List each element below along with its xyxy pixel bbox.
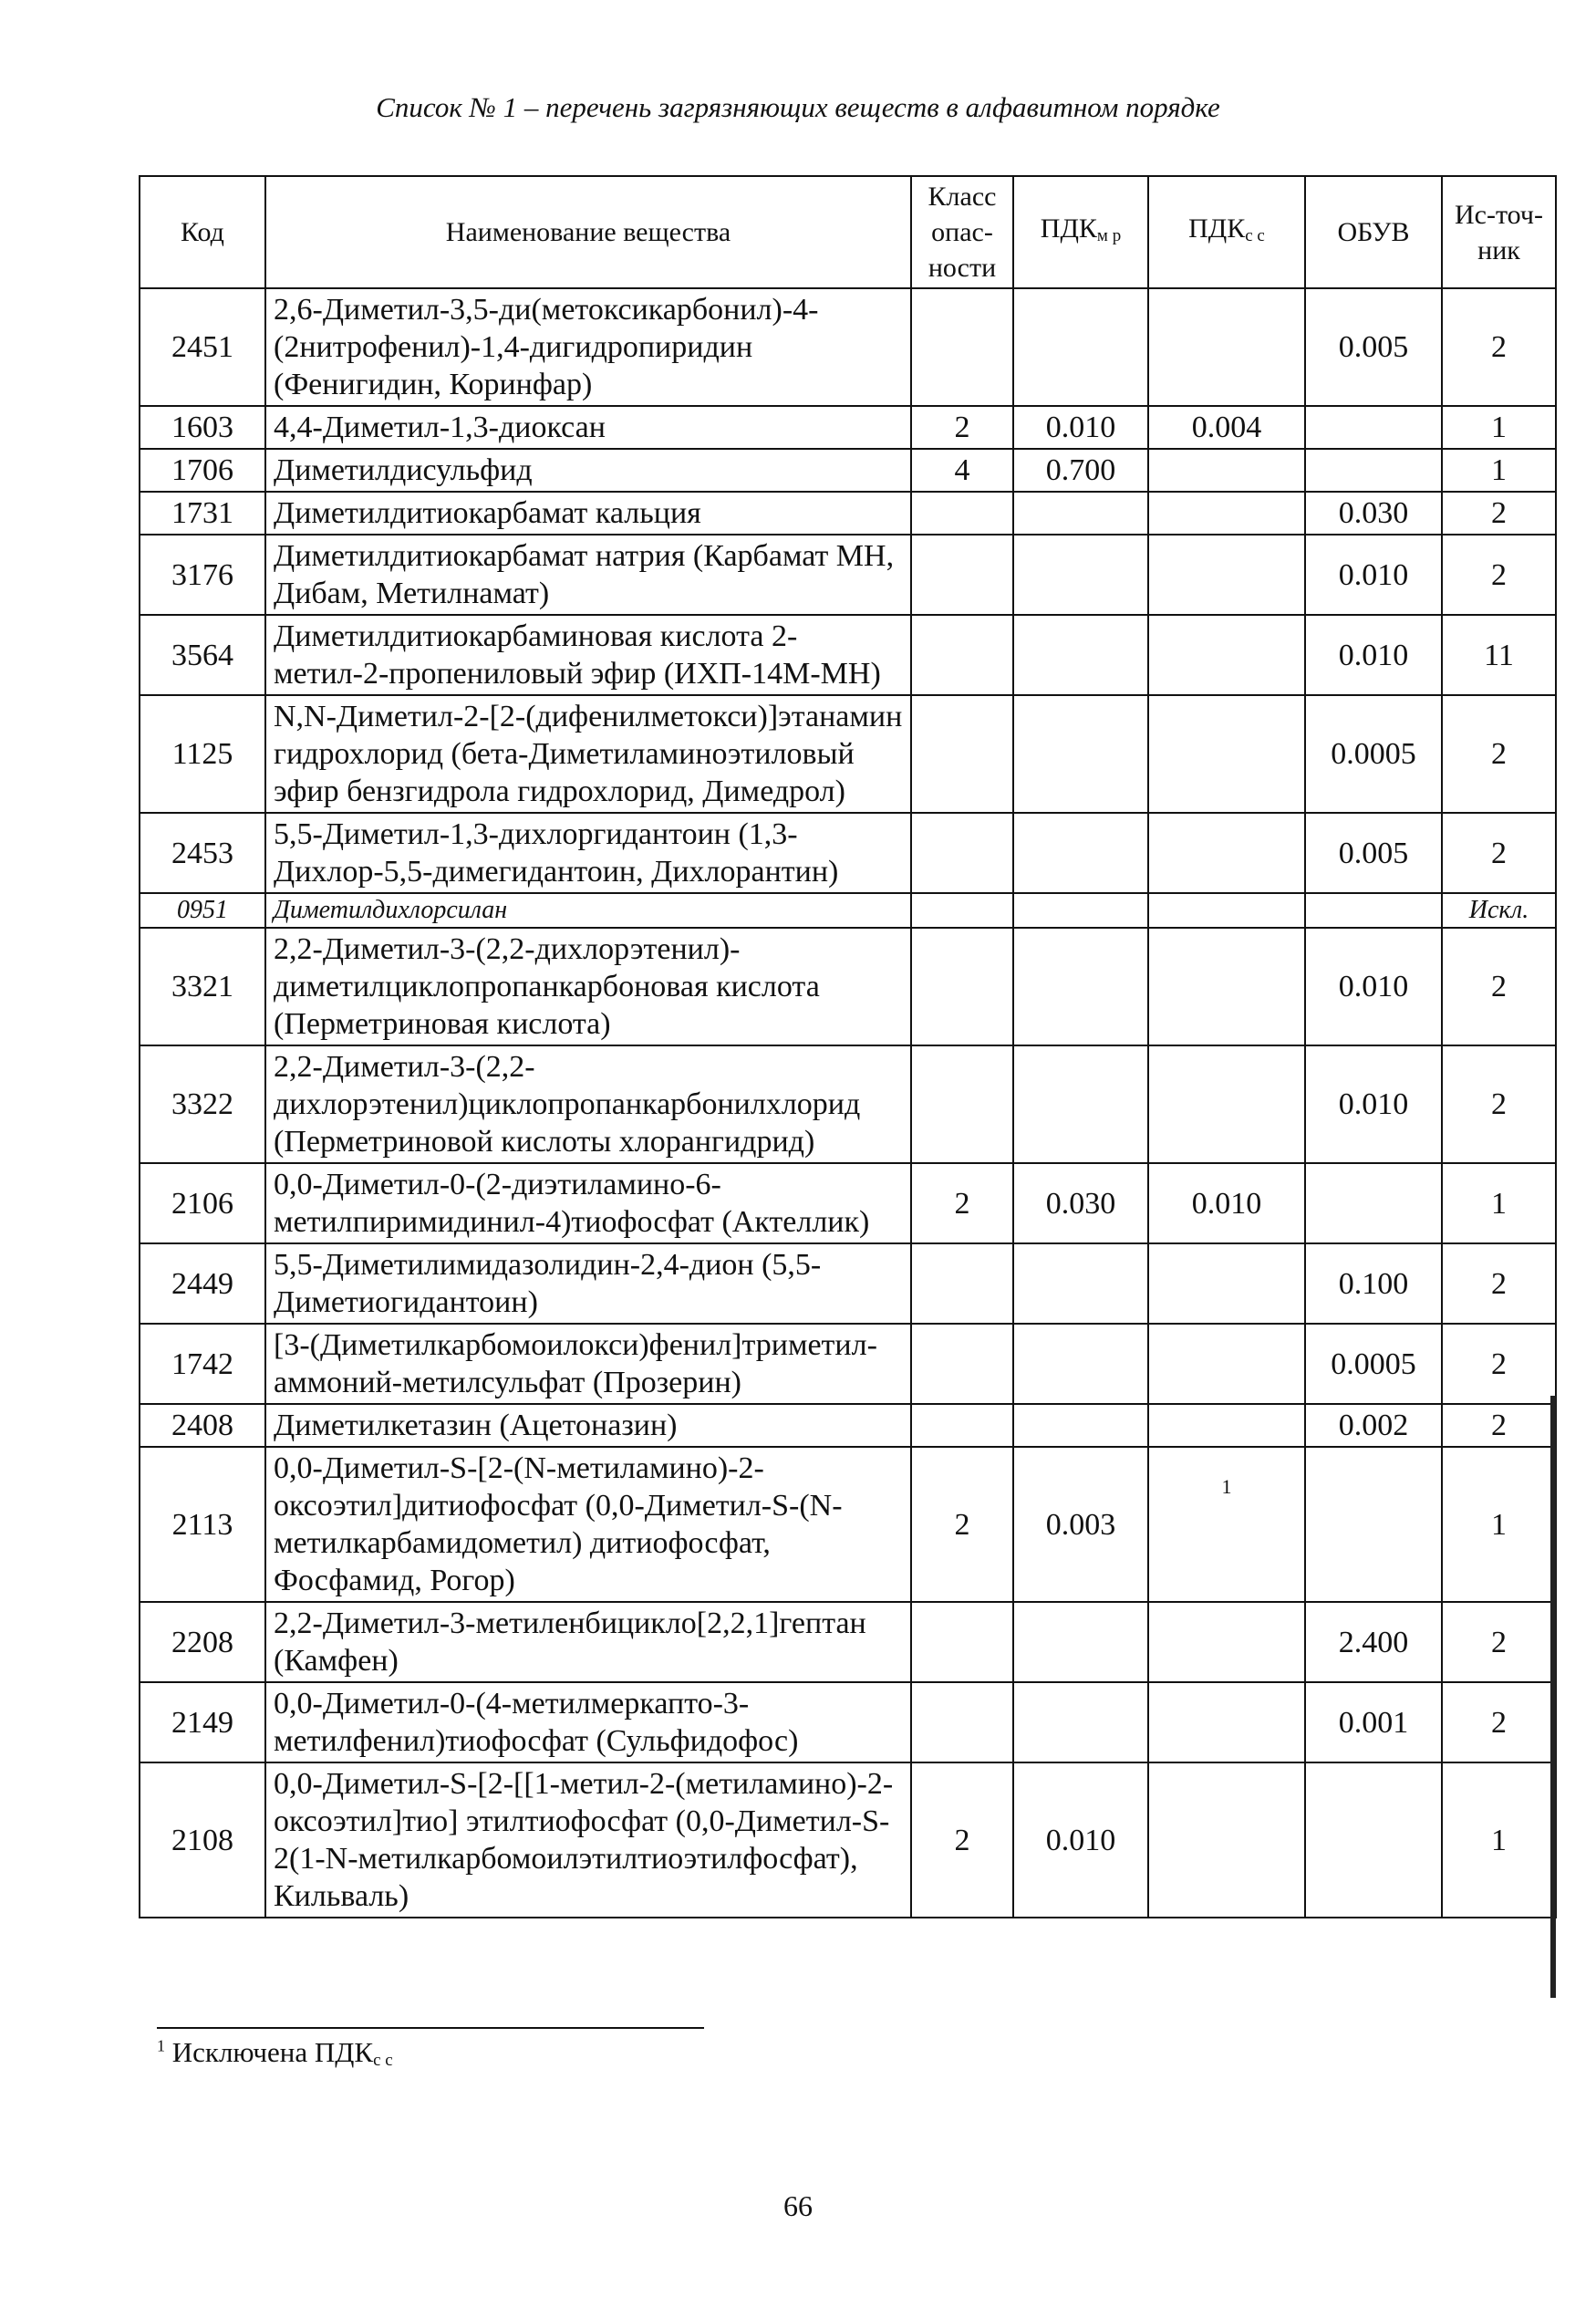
cell-pdk-ss	[1148, 449, 1305, 492]
cell-hazard	[911, 1682, 1013, 1762]
cell-name: 0,0-Диметил-0-(2-диэтиламино-6-метилпиримидинил-4)тиофосфат (Актеллик)	[265, 1163, 911, 1243]
cell-pdk-mr	[1013, 1602, 1148, 1682]
cell-hazard	[911, 893, 1013, 928]
header-pdk-ss-main: ПДК	[1188, 213, 1246, 244]
cell-pdk-mr: 0.010	[1013, 1762, 1148, 1918]
cell-pdk-mr	[1013, 928, 1148, 1045]
cell-code: 0951	[140, 893, 265, 928]
table-row	[140, 813, 1556, 893]
header-obuv: ОБУВ	[1305, 176, 1442, 288]
cell-obuv: 0.100	[1305, 1243, 1442, 1324]
cell-hazard	[911, 1602, 1013, 1682]
cell-hazard	[911, 1404, 1013, 1447]
cell-obuv: 0.010	[1305, 928, 1442, 1045]
cell-name: 0,0-Диметил-S-[2-(N-метиламино)-2-оксоэтил]дитиофосфат (0,0-Диметил-S-(N-метилкарбамидометил) дитиофосфат, Фосфамид, Рогор)	[265, 1447, 911, 1602]
cell-hazard	[911, 1324, 1013, 1404]
header-pdk-mr-main: ПДК	[1040, 213, 1097, 244]
cell-hazard	[911, 695, 1013, 813]
cell-obuv: 0.002	[1305, 1404, 1442, 1447]
table-row	[140, 695, 1556, 813]
cell-code: 3321	[140, 928, 265, 1045]
cell-pdk-mr	[1013, 1324, 1148, 1404]
cell-obuv	[1305, 449, 1442, 492]
cell-pdk-ss: 1	[1148, 1447, 1305, 1602]
header-pdk-ss-sub: с с	[1245, 226, 1265, 245]
cell-code: 2149	[140, 1682, 265, 1762]
header-row	[140, 176, 1556, 288]
cell-name: [3-(Диметилкарбомоилокси)фенил]триметил-аммоний-метилсульфат (Прозерин)	[265, 1324, 911, 1404]
cell-source: 11	[1442, 615, 1556, 695]
cell-pdk-mr	[1013, 1682, 1148, 1762]
cell-source: 2	[1442, 1243, 1556, 1324]
footnote-mark: 1	[157, 2036, 165, 2055]
cell-hazard: 2	[911, 406, 1013, 449]
pollutants-table	[139, 175, 1557, 1918]
cell-obuv: 0.010	[1305, 1045, 1442, 1163]
cell-source: 2	[1442, 288, 1556, 406]
cell-name: 4,4-Диметил-1,3-диоксан	[265, 406, 911, 449]
table-row	[140, 288, 1556, 406]
cell-obuv: 0.001	[1305, 1682, 1442, 1762]
cell-hazard	[911, 535, 1013, 615]
cell-source: 2	[1442, 1045, 1556, 1163]
table-row	[140, 893, 1556, 928]
cell-obuv	[1305, 1163, 1442, 1243]
table-row	[140, 1404, 1556, 1447]
cell-code: 2113	[140, 1447, 265, 1602]
table-row	[140, 1682, 1556, 1762]
cell-name: Диметилдихлорсилан	[265, 893, 911, 928]
cell-pdk-mr: 0.010	[1013, 406, 1148, 449]
cell-hazard	[911, 813, 1013, 893]
cell-name: 0,0-Диметил-S-[2-[[1-метил-2-(метиламино)-2-оксоэтил]тио] этилтиофосфат (0,0-Диметил-S-2(1-N-метилкарбомоилэтилтиоэтилфосфат), Кильваль)	[265, 1762, 911, 1918]
cell-name: Диметилдитиокарбамат натрия (Карбамат МН, Дибам, Метилнамат)	[265, 535, 911, 615]
cell-pdk-ss	[1148, 928, 1305, 1045]
cell-name: Диметилдитиокарбамат кальция	[265, 492, 911, 535]
header-source: Ис-точ-ник	[1442, 176, 1556, 288]
cell-obuv: 0.0005	[1305, 695, 1442, 813]
cell-hazard: 2	[911, 1447, 1013, 1602]
cell-pdk-mr	[1013, 535, 1148, 615]
cell-hazard	[911, 1243, 1013, 1324]
cell-obuv: 0.005	[1305, 288, 1442, 406]
cell-pdk-ss	[1148, 1243, 1305, 1324]
cell-code: 2208	[140, 1602, 265, 1682]
cell-source: 2	[1442, 1404, 1556, 1447]
cell-source: 1	[1442, 449, 1556, 492]
cell-obuv	[1305, 893, 1442, 928]
cell-hazard	[911, 928, 1013, 1045]
cell-source: 2	[1442, 1682, 1556, 1762]
cell-source: 2	[1442, 1602, 1556, 1682]
cell-code: 1742	[140, 1324, 265, 1404]
cell-code: 2408	[140, 1404, 265, 1447]
page-title: Список № 1 – перечень загрязняющих веществ в алфавитном порядке	[376, 91, 1220, 123]
header-hazard-class: Класс опас-ности	[911, 176, 1013, 288]
scan-edge-mark	[1550, 1396, 1556, 1998]
cell-pdk-mr	[1013, 695, 1148, 813]
cell-obuv: 0.010	[1305, 615, 1442, 695]
cell-pdk-mr: 0.700	[1013, 449, 1148, 492]
cell-pdk-ss	[1148, 1762, 1305, 1918]
cell-hazard: 4	[911, 449, 1013, 492]
table-row	[140, 492, 1556, 535]
cell-pdk-mr	[1013, 813, 1148, 893]
table-row	[140, 406, 1556, 449]
cell-pdk-ss	[1148, 535, 1305, 615]
cell-pdk-ss: 0.010	[1148, 1163, 1305, 1243]
table-row	[140, 1762, 1556, 1918]
cell-source: 1	[1442, 1163, 1556, 1243]
cell-source: 1	[1442, 1447, 1556, 1602]
cell-hazard	[911, 1045, 1013, 1163]
cell-name: 5,5-Диметил-1,3-дихлоргидантоин (1,3-Дихлор-5,5-димегидантоин, Дихлорантин)	[265, 813, 911, 893]
cell-pdk-ss	[1148, 615, 1305, 695]
footnote-divider	[157, 2027, 704, 2029]
cell-obuv: 0.005	[1305, 813, 1442, 893]
table-row	[140, 1602, 1556, 1682]
cell-code: 2451	[140, 288, 265, 406]
table-row	[140, 1163, 1556, 1243]
cell-pdk-ss	[1148, 1045, 1305, 1163]
cell-source: Искл.	[1442, 893, 1556, 928]
cell-obuv: 0.0005	[1305, 1324, 1442, 1404]
table-row	[140, 1447, 1556, 1602]
cell-name: Диметилдисульфид	[265, 449, 911, 492]
table-row	[140, 1045, 1556, 1163]
cell-code: 3564	[140, 615, 265, 695]
footnote-text: Исключена ПДК	[171, 2036, 374, 2068]
cell-hazard: 2	[911, 1163, 1013, 1243]
cell-pdk-ss: 0.004	[1148, 406, 1305, 449]
cell-hazard: 2	[911, 1762, 1013, 1918]
cell-code: 2108	[140, 1762, 265, 1918]
cell-code: 3322	[140, 1045, 265, 1163]
cell-hazard	[911, 492, 1013, 535]
cell-obuv	[1305, 1447, 1442, 1602]
cell-pdk-mr	[1013, 615, 1148, 695]
cell-pdk-mr	[1013, 1404, 1148, 1447]
table-row	[140, 449, 1556, 492]
page-number: 66	[783, 2189, 813, 2222]
cell-name: N,N-Диметил-2-[2-(дифенилметокси)]этанамин гидрохлорид (бета-Диметиламиноэтиловый эфир бензгидрола гидрохлорид, Димедрол)	[265, 695, 911, 813]
cell-code: 3176	[140, 535, 265, 615]
cell-code: 2449	[140, 1243, 265, 1324]
cell-pdk-mr	[1013, 288, 1148, 406]
cell-pdk-mr: 0.003	[1013, 1447, 1148, 1602]
cell-pdk-ss	[1148, 1324, 1305, 1404]
footnote-sub: с с	[373, 2051, 393, 2070]
footnote	[157, 2036, 393, 2071]
cell-pdk-mr	[1013, 893, 1148, 928]
cell-source: 2	[1442, 928, 1556, 1045]
cell-name: Диметилкетазин (Ацетоназин)	[265, 1404, 911, 1447]
cell-code: 1706	[140, 449, 265, 492]
cell-obuv	[1305, 1762, 1442, 1918]
cell-source: 2	[1442, 1324, 1556, 1404]
cell-pdk-ss	[1148, 492, 1305, 535]
header-pdk-mr-sub: м р	[1096, 226, 1122, 245]
cell-code: 1125	[140, 695, 265, 813]
header-name: Наименование вещества	[265, 176, 911, 288]
cell-name: 2,2-Диметил-3-метиленбицикло[2,2,1]гептан (Камфен)	[265, 1602, 911, 1682]
cell-pdk-ss	[1148, 893, 1305, 928]
table-row	[140, 615, 1556, 695]
cell-obuv: 2.400	[1305, 1602, 1442, 1682]
cell-code: 1731	[140, 492, 265, 535]
cell-code: 2453	[140, 813, 265, 893]
cell-name: Диметилдитиокарбаминовая кислота 2-метил-2-пропениловый эфир (ИХП-14М-МН)	[265, 615, 911, 695]
cell-code: 2106	[140, 1163, 265, 1243]
cell-pdk-mr	[1013, 1045, 1148, 1163]
cell-hazard	[911, 615, 1013, 695]
cell-pdk-ss	[1148, 1682, 1305, 1762]
cell-name: 2,6-Диметил-3,5-ди(метоксикарбонил)-4-(2нитрофенил)-1,4-дигидропиридин (Фенигидин, Коринфар)	[265, 288, 911, 406]
header-pdk-ss	[1148, 176, 1305, 288]
cell-source: 1	[1442, 406, 1556, 449]
cell-name: 2,2-Диметил-3-(2,2-дихлорэтенил)циклопропанкарбонилхлорид (Перметриновой кислоты хлорангидрид)	[265, 1045, 911, 1163]
table-row	[140, 928, 1556, 1045]
cell-source: 2	[1442, 492, 1556, 535]
cell-pdk-ss	[1148, 1602, 1305, 1682]
cell-code: 1603	[140, 406, 265, 449]
cell-name: 5,5-Диметилимидазолидин-2,4-дион (5,5-Диметиогидантоин)	[265, 1243, 911, 1324]
cell-pdk-mr	[1013, 492, 1148, 535]
cell-source: 2	[1442, 535, 1556, 615]
header-code: Код	[140, 176, 265, 288]
cell-pdk-ss	[1148, 813, 1305, 893]
cell-pdk-mr: 0.030	[1013, 1163, 1148, 1243]
cell-pdk-mr	[1013, 1243, 1148, 1324]
table-row	[140, 535, 1556, 615]
cell-source: 1	[1442, 1762, 1556, 1918]
cell-source: 2	[1442, 813, 1556, 893]
cell-pdk-ss	[1148, 1404, 1305, 1447]
cell-obuv: 0.010	[1305, 535, 1442, 615]
cell-obuv: 0.030	[1305, 492, 1442, 535]
cell-pdk-ss	[1148, 695, 1305, 813]
header-pdk-mr	[1013, 176, 1148, 288]
cell-obuv	[1305, 406, 1442, 449]
cell-pdk-ss	[1148, 288, 1305, 406]
cell-name: 2,2-Диметил-3-(2,2-дихлорэтенил)-диметилциклопропанкарбоновая кислота (Перметриновая кислота)	[265, 928, 911, 1045]
table-row	[140, 1324, 1556, 1404]
cell-hazard	[911, 288, 1013, 406]
table-row	[140, 1243, 1556, 1324]
cell-name: 0,0-Диметил-0-(4-метилмеркапто-3-метилфенил)тиофосфат (Сульфидофос)	[265, 1682, 911, 1762]
cell-source: 2	[1442, 695, 1556, 813]
